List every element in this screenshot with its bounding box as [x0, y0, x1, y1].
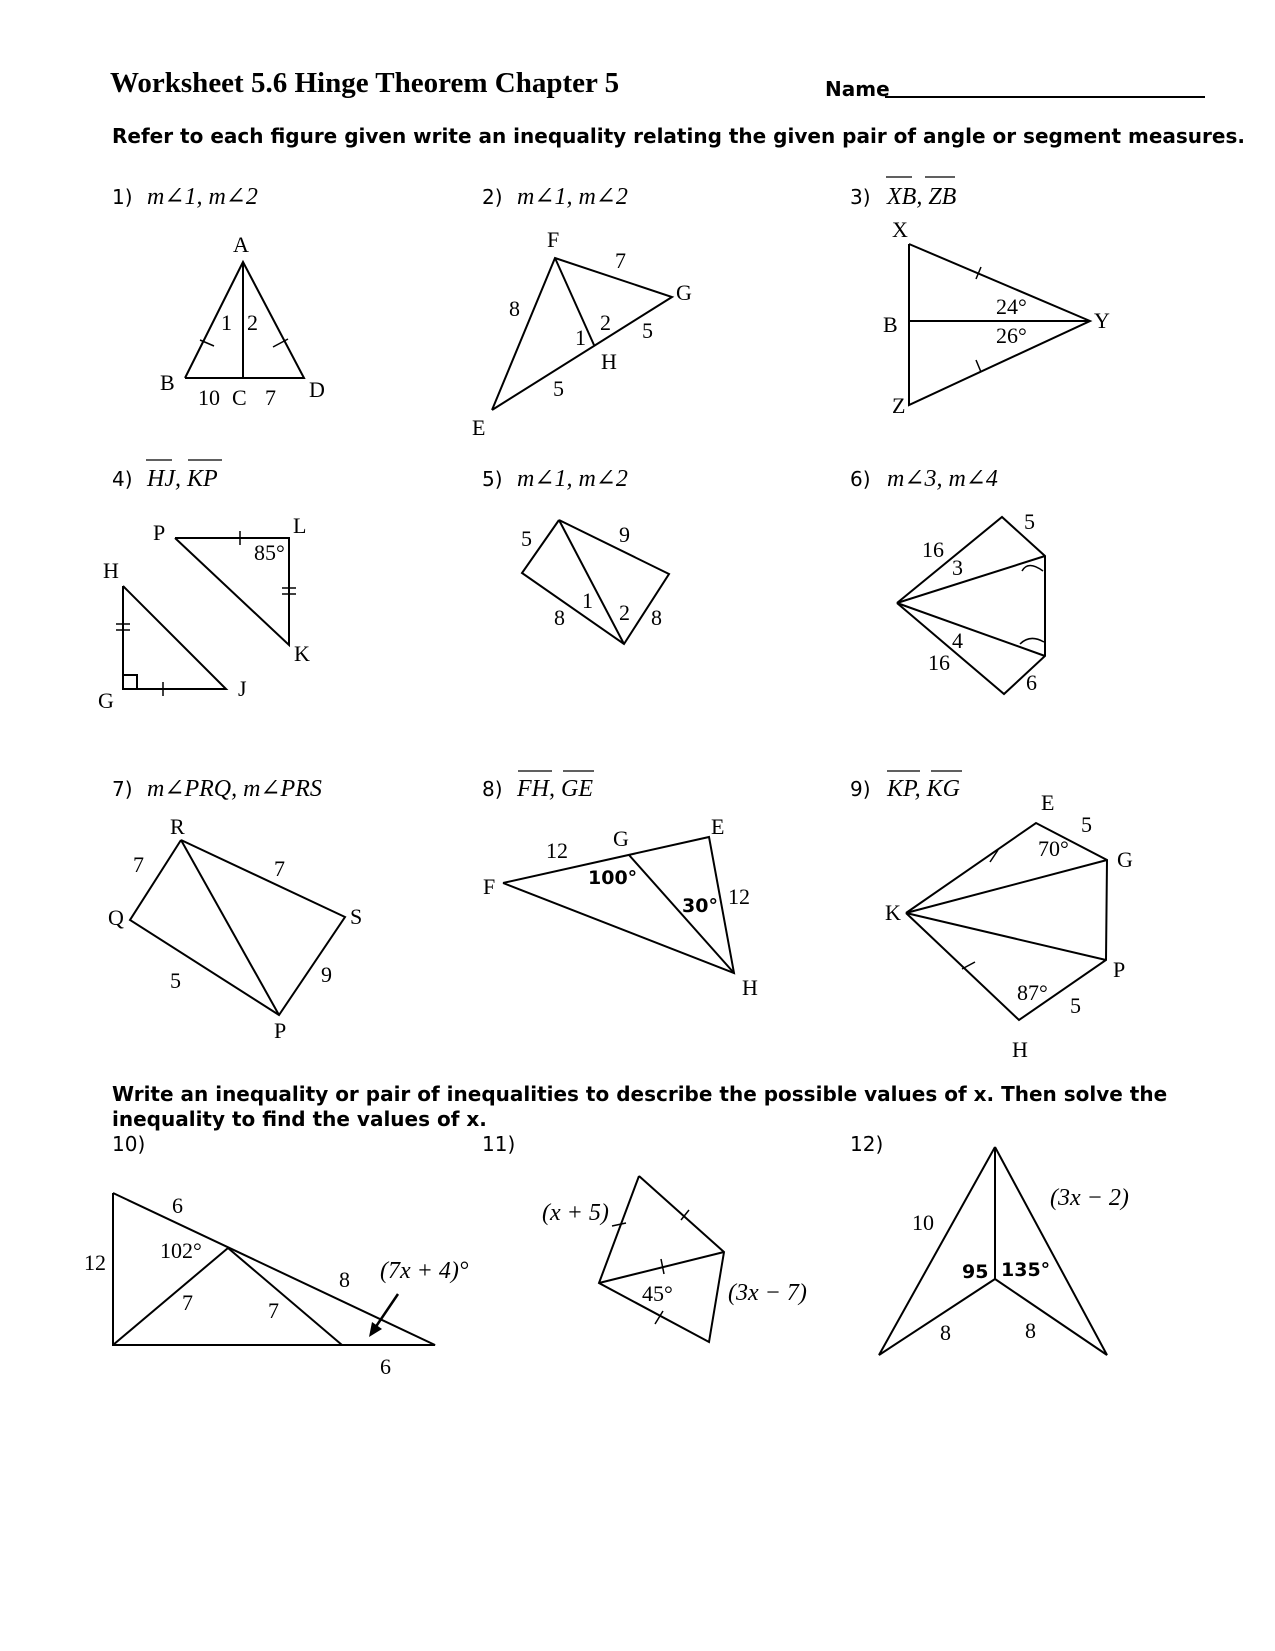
figure-9: [885, 790, 1133, 1062]
label-ang100: 100°: [588, 867, 638, 889]
label-f: F: [547, 227, 560, 252]
label-s9: 9: [619, 522, 630, 547]
label-s7a: 7: [133, 852, 144, 877]
label-d: D: [309, 377, 325, 402]
label-a2: 2: [247, 310, 258, 335]
label-h: H: [103, 558, 119, 583]
figure-3: [883, 217, 1110, 418]
label-ang30: 30°: [682, 895, 718, 917]
figure-12: [879, 1147, 1129, 1355]
label-expr: (3x − 2): [1050, 1185, 1129, 1211]
label-e: E: [711, 814, 725, 839]
worksheet-title: Worksheet 5.6 Hinge Theorem Chapter 5: [110, 67, 620, 99]
label-s5b: 5: [642, 318, 653, 343]
label-s6b: 6: [380, 1354, 391, 1379]
label-ang2: 26°: [996, 323, 1027, 348]
figure-2: [472, 227, 692, 440]
label-ang135: 135°: [1001, 1259, 1051, 1281]
problem-number: 7): [112, 777, 133, 801]
label-s8: 8: [339, 1267, 350, 1292]
problem-number: 12): [850, 1132, 884, 1156]
label-p: P: [1113, 957, 1126, 982]
problem-9: [850, 771, 1133, 1062]
label-s12a: 12: [546, 838, 568, 863]
label-c: C: [232, 385, 247, 410]
label-h: H: [742, 975, 758, 1000]
problem-number: 6): [850, 467, 871, 491]
label-s5: 5: [1024, 509, 1035, 534]
label-s7b: 7: [274, 856, 285, 881]
label-p: P: [153, 520, 166, 545]
problem-11: [482, 1132, 807, 1342]
label-ang102: 102°: [160, 1238, 202, 1263]
figure-8: [483, 814, 758, 1000]
label-s8b: 8: [1025, 1318, 1036, 1343]
label-s7a: 7: [182, 1290, 193, 1315]
label-a3: 3: [952, 555, 963, 580]
label-e: E: [1041, 790, 1055, 815]
label-s8b: 8: [651, 605, 662, 630]
problem-10: [84, 1132, 469, 1379]
label-s12b: 12: [728, 884, 750, 909]
problem-number: 10): [112, 1132, 146, 1156]
problem-prompt: FH, GE: [517, 776, 593, 802]
label-expr2: (3x − 7): [728, 1280, 807, 1306]
label-s2: 7: [265, 385, 276, 410]
problem-prompt: m∠1, m∠2: [517, 184, 628, 210]
problem-number: 11): [482, 1132, 516, 1156]
problem-1: [112, 184, 325, 410]
label-a4: 4: [952, 628, 963, 653]
label-ang: 85°: [254, 540, 285, 565]
problem-12: [850, 1132, 1129, 1355]
label-s8a: 8: [554, 605, 565, 630]
label-ang95: 95: [962, 1261, 989, 1283]
label-g: G: [613, 826, 629, 851]
label-p: P: [274, 1018, 287, 1043]
problem-6: [850, 466, 1045, 695]
label-s9: 9: [321, 962, 332, 987]
label-k: K: [885, 900, 901, 925]
instructions-part-1: Refer to each figure given write an inequality relating the given pair of angle or segment measures.: [112, 124, 1245, 148]
problem-prompt: m∠PRQ, m∠PRS: [147, 776, 322, 802]
label-a1: 1: [221, 310, 232, 335]
figure-4: [98, 513, 310, 713]
label-ang45: 45°: [642, 1281, 673, 1306]
label-s7: 7: [615, 248, 626, 273]
label-s8a: 8: [940, 1320, 951, 1345]
problem-number: 8): [482, 777, 503, 801]
label-s10: 10: [912, 1210, 934, 1235]
problem-number: 5): [482, 467, 503, 491]
label-b: B: [160, 370, 175, 395]
problem-prompt: KP, KG: [887, 776, 960, 802]
problem-3: [850, 177, 1110, 418]
problem-prompt: m∠1, m∠2: [517, 466, 628, 492]
problem-7: [108, 776, 362, 1043]
problem-number: 3): [850, 185, 871, 209]
label-e: E: [472, 415, 486, 440]
label-r: R: [170, 814, 185, 839]
label-b: B: [883, 312, 898, 337]
label-s5b: 5: [1070, 993, 1081, 1018]
label-h: H: [1012, 1037, 1028, 1062]
label-a1: 1: [575, 325, 586, 350]
label-g: G: [676, 280, 692, 305]
label-h: H: [601, 349, 617, 374]
figure-10: [84, 1193, 469, 1379]
problem-number: 2): [482, 185, 503, 209]
problem-prompt: m∠3, m∠4: [887, 466, 998, 492]
label-s5: 5: [170, 968, 181, 993]
label-l: L: [293, 513, 307, 538]
problem-prompt: m∠1, m∠2: [147, 184, 258, 210]
label-a2: 2: [600, 310, 611, 335]
figure-5: [521, 520, 669, 644]
label-q: Q: [108, 905, 124, 930]
label-a2: 2: [619, 600, 630, 625]
name-label: Name: [825, 77, 890, 101]
label-f: F: [483, 874, 496, 899]
label-ang70: 70°: [1038, 836, 1069, 861]
label-a1: 1: [582, 588, 593, 613]
figure-11: [542, 1176, 807, 1342]
label-ang87: 87°: [1017, 980, 1048, 1005]
problem-5: [482, 466, 669, 644]
label-s: S: [350, 904, 363, 929]
instructions-part-2-line-2: inequality to find the values of x.: [112, 1107, 487, 1131]
label-s8: 8: [509, 296, 520, 321]
label-s5a: 5: [1081, 812, 1092, 837]
label-expr1: (x + 5): [542, 1200, 609, 1226]
label-ang1: 24°: [996, 294, 1027, 319]
figure-1: [160, 232, 325, 410]
label-s7b: 7: [268, 1298, 279, 1323]
label-s12: 12: [84, 1250, 106, 1275]
problem-number: 1): [112, 185, 133, 209]
label-s1: 10: [198, 385, 220, 410]
label-s6a: 6: [172, 1193, 183, 1218]
label-s16b: 16: [928, 650, 950, 675]
problem-8: [482, 771, 758, 1000]
label-j: J: [238, 676, 247, 701]
label-s16a: 16: [922, 537, 944, 562]
label-s5: 5: [521, 526, 532, 551]
problem-2: [472, 184, 692, 440]
label-k: K: [294, 641, 310, 666]
problem-prompt: HJ, KP: [147, 466, 218, 492]
problem-prompt: XB, ZB: [887, 184, 957, 210]
label-s5a: 5: [553, 376, 564, 401]
figure-6: [897, 509, 1045, 695]
label-g: G: [98, 688, 114, 713]
problem-number: 9): [850, 777, 871, 801]
label-s6: 6: [1026, 670, 1037, 695]
label-z: Z: [892, 393, 906, 418]
label-expr: (7x + 4)°: [380, 1258, 469, 1284]
label-x: X: [892, 217, 908, 242]
label-y: Y: [1094, 308, 1110, 333]
label-a: A: [233, 232, 249, 257]
figure-7: [108, 814, 362, 1043]
instructions-part-2-line-1: Write an inequality or pair of inequalities to describe the possible values of x. Then solve the: [112, 1082, 1168, 1106]
label-g: G: [1117, 847, 1133, 872]
problem-4: [98, 460, 310, 713]
problem-number: 4): [112, 467, 133, 491]
